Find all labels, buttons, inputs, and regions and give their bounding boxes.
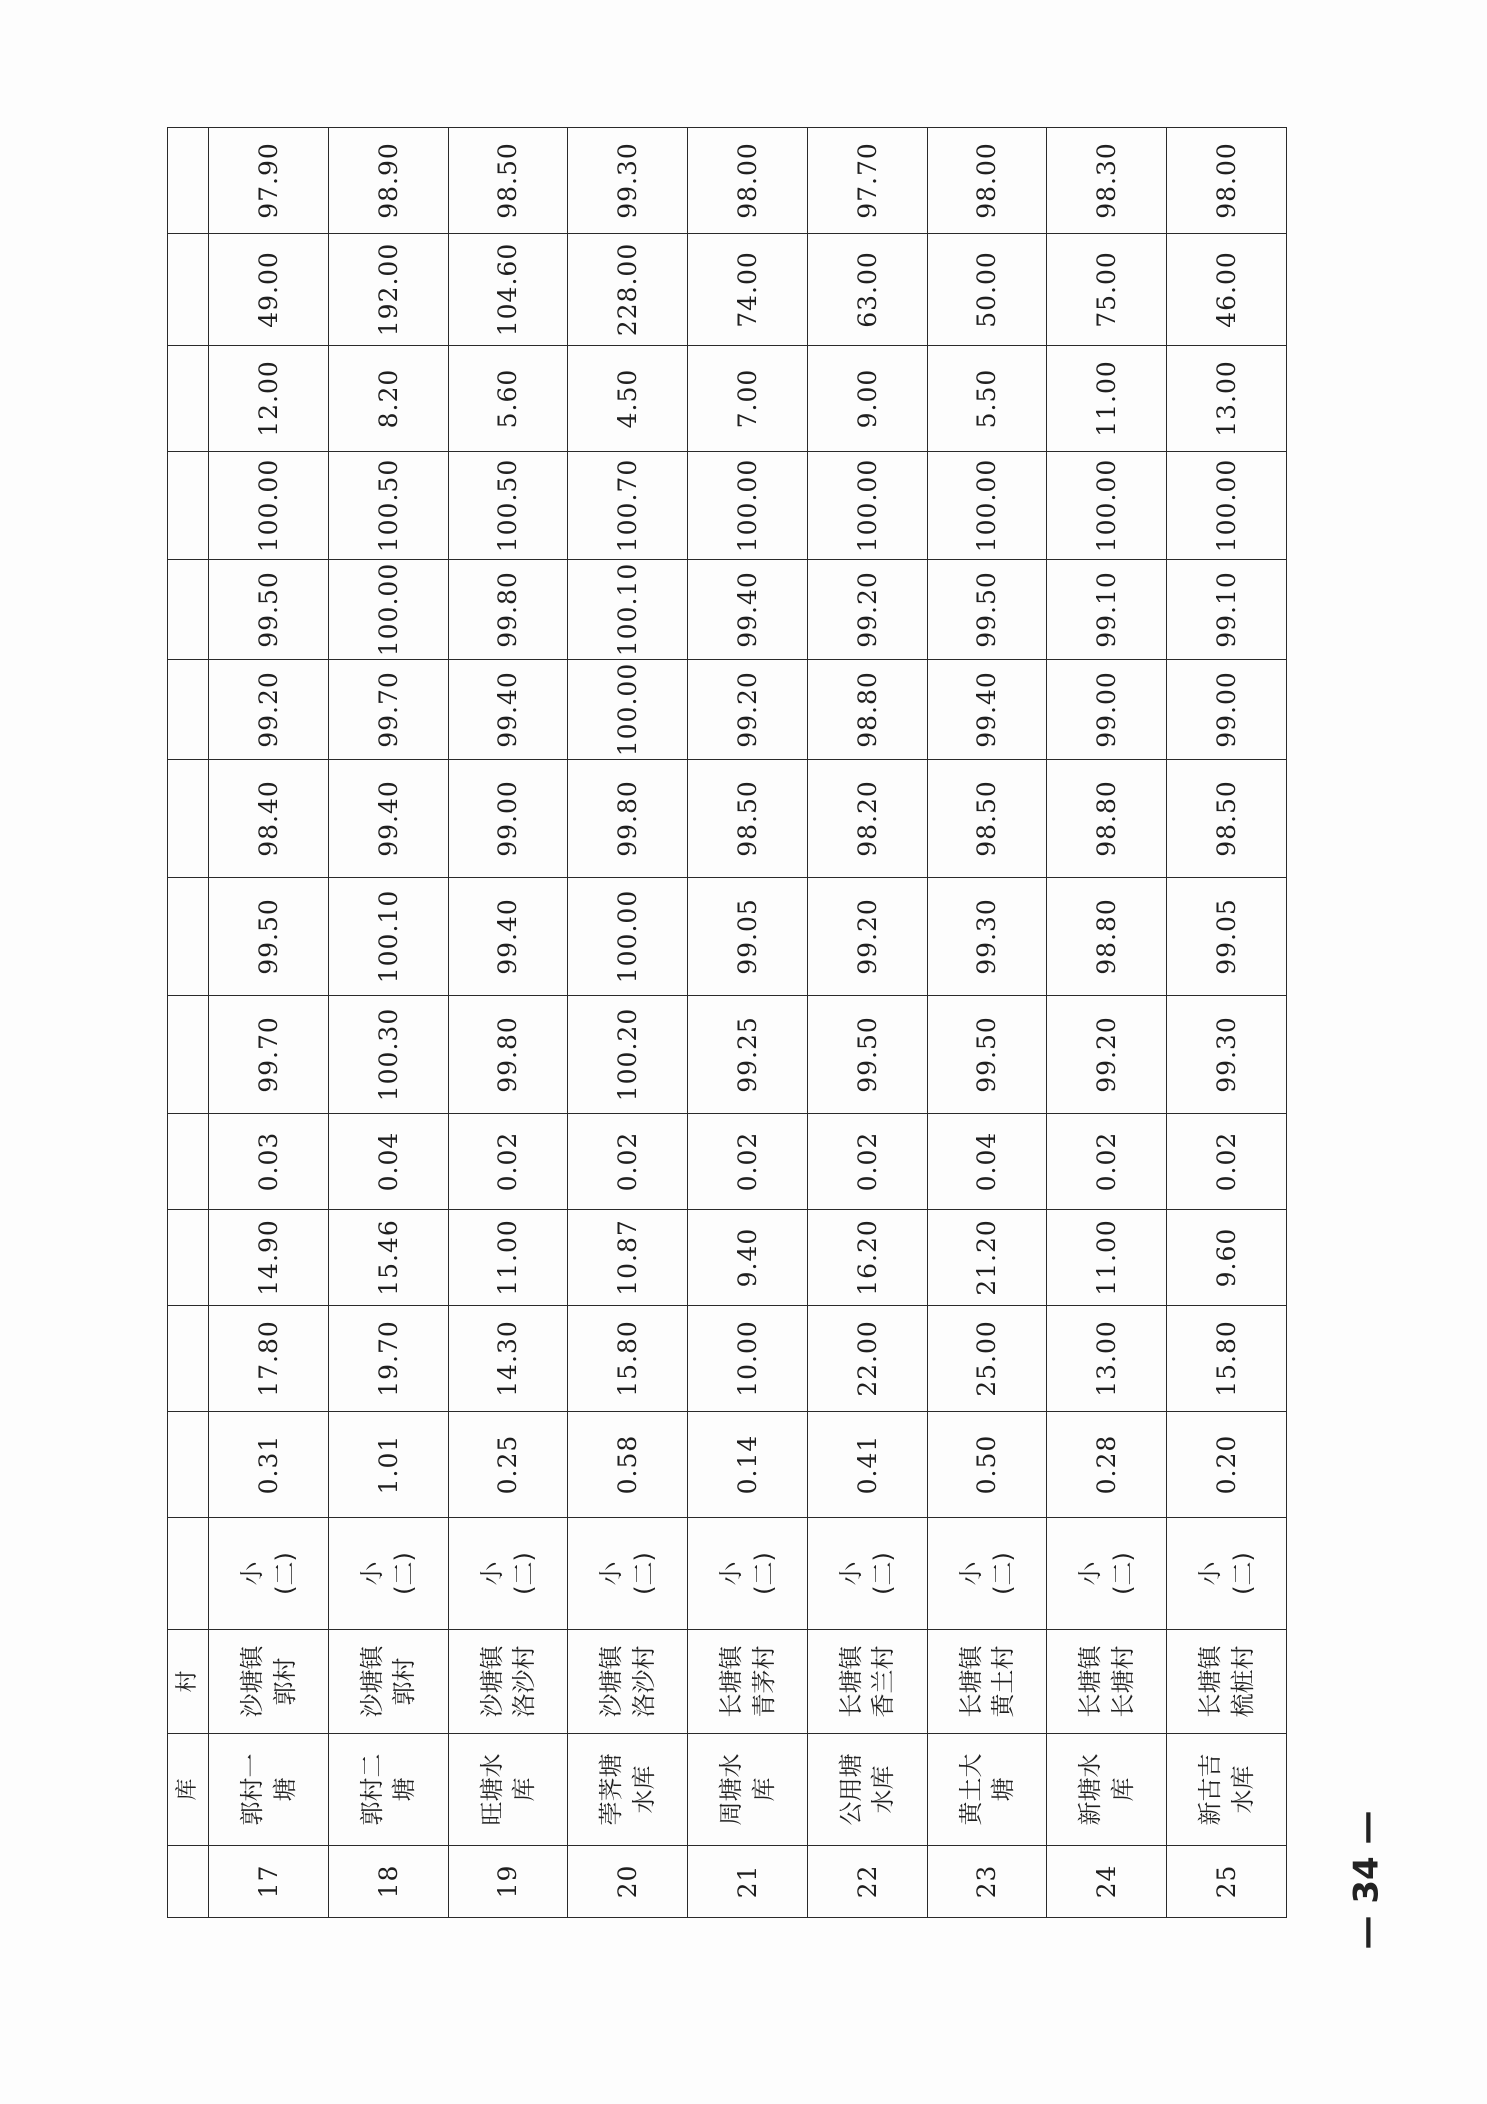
value-1: 0.14 [688, 1412, 808, 1518]
value-3: 9.60 [1167, 1210, 1287, 1306]
table-row [568, 128, 688, 1918]
row-number: 25 [1167, 1846, 1287, 1918]
value-8: 99.40 [448, 660, 568, 760]
value-6: 99.50 [209, 878, 329, 996]
value-5: 100.20 [568, 996, 688, 1114]
village-name-text: 沙塘镇郭村 [238, 1645, 299, 1718]
reservoir-name [328, 1734, 448, 1846]
value-12: 104.60 [448, 234, 568, 346]
value-13: 98.50 [448, 128, 568, 234]
value-2: 19.70 [328, 1306, 448, 1412]
village-name [209, 1630, 329, 1734]
value-8: 99.70 [328, 660, 448, 760]
value-10: 100.00 [1047, 452, 1167, 560]
value-3: 11.00 [1047, 1210, 1167, 1306]
value-11: 11.00 [1047, 346, 1167, 452]
value-10: 100.00 [688, 452, 808, 560]
value-4: 0.02 [807, 1114, 927, 1210]
value-2: 13.00 [1047, 1306, 1167, 1412]
village-name-text: 沙塘镇洛沙村 [597, 1645, 658, 1718]
scale-class [1167, 1518, 1287, 1630]
scale-class-text: 小(二) [956, 1552, 1018, 1595]
reservoir-name-text: 新古吉水库 [1196, 1753, 1257, 1826]
scale-class [927, 1518, 1047, 1630]
value-3: 16.20 [807, 1210, 927, 1306]
scale-class [328, 1518, 448, 1630]
scale-class [209, 1518, 329, 1630]
value-11: 5.60 [448, 346, 568, 452]
village-name [927, 1630, 1047, 1734]
scale-class [1047, 1518, 1167, 1630]
value-13: 97.90 [209, 128, 329, 234]
value-11: 7.00 [688, 346, 808, 452]
header-cell [168, 878, 209, 996]
village-name-text: 长塘镇梳桩村 [1196, 1645, 1257, 1718]
reservoir-name-text: 郭村二塘 [357, 1753, 419, 1826]
value-8: 99.40 [927, 660, 1047, 760]
value-4: 0.03 [209, 1114, 329, 1210]
reservoir-name [209, 1734, 329, 1846]
header-index [168, 1846, 209, 1918]
value-5: 99.70 [209, 996, 329, 1114]
header-cell [168, 660, 209, 760]
value-10: 100.50 [448, 452, 568, 560]
value-9: 99.20 [807, 560, 927, 660]
value-4: 0.02 [1167, 1114, 1287, 1210]
value-1: 0.58 [568, 1412, 688, 1518]
value-2: 25.00 [927, 1306, 1047, 1412]
scale-class-text: 小(二) [597, 1552, 658, 1595]
scale-class-text: 小(二) [1076, 1552, 1137, 1595]
value-6: 99.30 [927, 878, 1047, 996]
value-9: 99.40 [688, 560, 808, 660]
value-1: 0.20 [1167, 1412, 1287, 1518]
value-12: 74.00 [688, 234, 808, 346]
village-name [448, 1630, 568, 1734]
value-12: 192.00 [328, 234, 448, 346]
village-name [1047, 1630, 1167, 1734]
value-1: 0.25 [448, 1412, 568, 1518]
value-11: 8.20 [328, 346, 448, 452]
value-9: 99.50 [209, 560, 329, 660]
table-body [168, 128, 1287, 1918]
row-number: 20 [568, 1846, 688, 1918]
scale-class-text: 小(二) [477, 1552, 539, 1595]
value-6: 99.40 [448, 878, 568, 996]
village-name [568, 1630, 688, 1734]
row-number: 18 [328, 1846, 448, 1918]
value-5: 99.25 [688, 996, 808, 1114]
value-8: 100.00 [568, 660, 688, 760]
value-2: 22.00 [807, 1306, 927, 1412]
header-cell [168, 560, 209, 660]
value-7: 98.50 [927, 760, 1047, 878]
value-2: 15.80 [568, 1306, 688, 1412]
row-number: 17 [209, 1846, 329, 1918]
header-cell [168, 346, 209, 452]
reservoir-name-text: 新塘水库 [1076, 1753, 1137, 1826]
value-4: 0.02 [568, 1114, 688, 1210]
reservoir-name [927, 1734, 1047, 1846]
value-7: 98.50 [688, 760, 808, 878]
village-name [688, 1630, 808, 1734]
value-5: 99.20 [1047, 996, 1167, 1114]
value-9: 99.10 [1167, 560, 1287, 660]
value-8: 99.20 [209, 660, 329, 760]
value-3: 11.00 [448, 1210, 568, 1306]
reservoir-data-table [167, 127, 1287, 1918]
value-7: 98.50 [1167, 760, 1287, 878]
value-5: 99.50 [927, 996, 1047, 1114]
value-9: 99.50 [927, 560, 1047, 660]
value-11: 5.50 [927, 346, 1047, 452]
header-cell [168, 1412, 209, 1518]
village-name [328, 1630, 448, 1734]
value-4: 0.04 [328, 1114, 448, 1210]
value-7: 99.40 [328, 760, 448, 878]
value-7: 98.80 [1047, 760, 1167, 878]
page-footer [1336, 1800, 1396, 1960]
scale-class-text: 小(二) [836, 1552, 898, 1595]
value-3: 14.90 [209, 1210, 329, 1306]
value-2: 14.30 [448, 1306, 568, 1412]
table-header-row [168, 128, 209, 1918]
village-name [1167, 1630, 1287, 1734]
value-3: 21.20 [927, 1210, 1047, 1306]
row-number: 19 [448, 1846, 568, 1918]
value-11: 13.00 [1167, 346, 1287, 452]
reservoir-name [807, 1734, 927, 1846]
value-11: 4.50 [568, 346, 688, 452]
value-2: 15.80 [1167, 1306, 1287, 1412]
reservoir-name [568, 1734, 688, 1846]
scale-class [448, 1518, 568, 1630]
value-7: 99.80 [568, 760, 688, 878]
village-name-text: 沙塘镇洛沙村 [477, 1645, 539, 1718]
header-cell [168, 996, 209, 1114]
value-9: 99.10 [1047, 560, 1167, 660]
rotated-table-frame [167, 128, 1287, 1918]
scale-class-text: 小(二) [357, 1552, 419, 1595]
reservoir-name-text: 郭村一塘 [238, 1753, 299, 1826]
scale-class [807, 1518, 927, 1630]
value-8: 98.80 [807, 660, 927, 760]
value-7: 99.00 [448, 760, 568, 878]
value-9: 100.10 [568, 560, 688, 660]
header-cell [168, 128, 209, 234]
value-5: 99.80 [448, 996, 568, 1114]
value-12: 228.00 [568, 234, 688, 346]
value-12: 63.00 [807, 234, 927, 346]
value-4: 0.04 [927, 1114, 1047, 1210]
value-10: 100.70 [568, 452, 688, 560]
value-7: 98.40 [209, 760, 329, 878]
row-number: 21 [688, 1846, 808, 1918]
value-1: 0.31 [209, 1412, 329, 1518]
table-row [1167, 128, 1287, 1918]
table-row [209, 128, 329, 1918]
value-10: 100.00 [209, 452, 329, 560]
table-row [688, 128, 808, 1918]
value-13: 98.00 [927, 128, 1047, 234]
value-2: 10.00 [688, 1306, 808, 1412]
reservoir-name [1047, 1734, 1167, 1846]
village-name-text: 长塘镇长塘村 [1076, 1645, 1137, 1718]
value-4: 0.02 [688, 1114, 808, 1210]
table-row [1047, 128, 1167, 1918]
village-name-text: 长塘镇青茅村 [717, 1645, 778, 1718]
value-3: 9.40 [688, 1210, 808, 1306]
value-6: 99.20 [807, 878, 927, 996]
table-row [448, 128, 568, 1918]
village-name [807, 1630, 927, 1734]
value-5: 99.30 [1167, 996, 1287, 1114]
value-13: 98.30 [1047, 128, 1167, 234]
reservoir-name-text: 荸荠塘水库 [597, 1753, 658, 1826]
scale-class-text: 小(二) [717, 1552, 778, 1595]
reservoir-name [1167, 1734, 1287, 1846]
value-12: 50.00 [927, 234, 1047, 346]
page-number: — 34 — [1346, 1810, 1386, 1950]
value-12: 75.00 [1047, 234, 1167, 346]
value-4: 0.02 [448, 1114, 568, 1210]
value-12: 49.00 [209, 234, 329, 346]
reservoir-name-text: 周塘水库 [717, 1753, 778, 1826]
header-cell [168, 452, 209, 560]
value-8: 99.00 [1167, 660, 1287, 760]
value-10: 100.00 [1167, 452, 1287, 560]
scale-class-text: 小(二) [238, 1552, 299, 1595]
row-number: 24 [1047, 1846, 1167, 1918]
value-10: 100.50 [328, 452, 448, 560]
header-cell [168, 1518, 209, 1630]
scale-class [568, 1518, 688, 1630]
header-village: 村 [168, 1630, 209, 1734]
value-7: 98.20 [807, 760, 927, 878]
scale-class-text: 小(二) [1196, 1552, 1257, 1595]
reservoir-name-text: 公用塘水库 [836, 1753, 898, 1826]
village-name-text: 长塘镇黄土村 [956, 1645, 1018, 1718]
value-9: 100.00 [328, 560, 448, 660]
header-reservoir: 库 [168, 1734, 209, 1846]
header-cell [168, 1306, 209, 1412]
table-row [927, 128, 1047, 1918]
scale-class [688, 1518, 808, 1630]
value-10: 100.00 [807, 452, 927, 560]
value-13: 99.30 [568, 128, 688, 234]
reservoir-name-text: 黄土大塘 [956, 1753, 1018, 1826]
reservoir-name-text: 旺塘水库 [477, 1753, 539, 1826]
village-name-text: 长塘镇香兰村 [836, 1645, 898, 1718]
table-row [807, 128, 927, 1918]
value-1: 0.28 [1047, 1412, 1167, 1518]
value-6: 100.00 [568, 878, 688, 996]
village-name-text: 沙塘镇郭村 [357, 1645, 419, 1718]
value-1: 0.41 [807, 1412, 927, 1518]
value-1: 0.50 [927, 1412, 1047, 1518]
header-cell [168, 234, 209, 346]
table-row [328, 128, 448, 1918]
row-number: 23 [927, 1846, 1047, 1918]
value-4: 0.02 [1047, 1114, 1167, 1210]
value-12: 46.00 [1167, 234, 1287, 346]
value-8: 99.00 [1047, 660, 1167, 760]
value-6: 99.05 [1167, 878, 1287, 996]
value-1: 1.01 [328, 1412, 448, 1518]
reservoir-name [688, 1734, 808, 1846]
value-6: 98.80 [1047, 878, 1167, 996]
value-13: 98.90 [328, 128, 448, 234]
value-8: 99.20 [688, 660, 808, 760]
value-2: 17.80 [209, 1306, 329, 1412]
value-11: 9.00 [807, 346, 927, 452]
value-5: 100.30 [328, 996, 448, 1114]
value-6: 99.05 [688, 878, 808, 996]
value-5: 99.50 [807, 996, 927, 1114]
value-13: 97.70 [807, 128, 927, 234]
value-9: 99.80 [448, 560, 568, 660]
value-3: 10.87 [568, 1210, 688, 1306]
value-11: 12.00 [209, 346, 329, 452]
value-10: 100.00 [927, 452, 1047, 560]
header-cell [168, 1114, 209, 1210]
header-cell [168, 1210, 209, 1306]
row-number: 22 [807, 1846, 927, 1918]
header-cell [168, 760, 209, 878]
value-6: 100.10 [328, 878, 448, 996]
value-3: 15.46 [328, 1210, 448, 1306]
value-13: 98.00 [1167, 128, 1287, 234]
reservoir-name [448, 1734, 568, 1846]
value-13: 98.00 [688, 128, 808, 234]
